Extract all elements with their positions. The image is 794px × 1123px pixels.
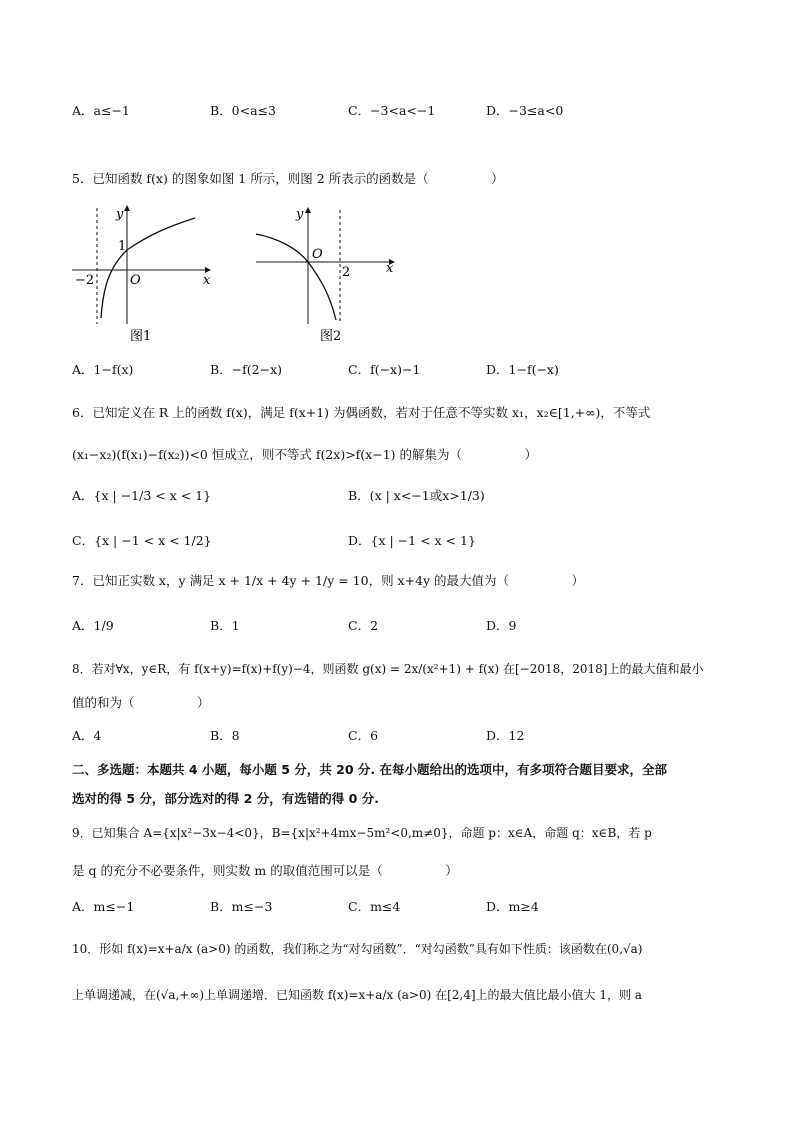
q4-option-b: B．0<a≤3	[210, 103, 276, 118]
q9-option-d: D．m≥4	[486, 899, 539, 914]
q4-option-a: A．a≤−1	[72, 103, 130, 118]
q6-stem-line2: (x₁−x₂)(f(x₁)−f(x₂))<0 恒成立，则不等式 f(2x)>f(x−1) 的解集为（ ）	[72, 447, 538, 462]
q9-stem-line1: 9．已知集合 A={x|x²−3x−4<0}，B={x|x²+4mx−5m²<0,m≠0}，命题 p：x∈A，命题 q：x∈B，若 p	[72, 826, 652, 840]
q5-option-d: D．1−f(−x)	[486, 362, 559, 377]
section2-heading-line2: 选对的得 5 分，部分选对的得 2 分，有选错的得 0 分.	[72, 791, 379, 806]
q8-stem-line1: 8．若对∀x，y∈R，有 f(x+y)=f(x)+f(y)−4，则函数 g(x) = 2x/(x²+1) + f(x) 在[−2018，2018]上的最大值和最小	[72, 662, 704, 676]
q8-stem-line2: 值的和为（ ）	[72, 695, 210, 710]
fig1-caption: 图1	[130, 329, 152, 344]
q6-option-a: A．{x | −1/3 < x < 1}	[72, 488, 212, 503]
q5-option-b: B．−f(2−x)	[210, 362, 283, 377]
q4-option-d: D．−3≤a<0	[486, 103, 564, 118]
fig2-caption: 图2	[320, 329, 342, 344]
q7-option-c: C．2	[348, 618, 379, 633]
fig2-y-label: y	[296, 207, 304, 222]
q9-stem-line2: 是 q 的充分不必要条件，则实数 m 的取值范围可以是（ ）	[72, 863, 458, 878]
q4-option-c: C．−3<a<−1	[348, 103, 436, 118]
q6-stem-line1: 6．已知定义在 R 上的函数 f(x)，满足 f(x+1) 为偶函数，若对于任意不等实数 x₁，x₂∈[1,+∞)，不等式	[72, 405, 651, 420]
q8-option-a: A．4	[72, 728, 102, 743]
q6-option-d: D．{x | −1 < x < 1}	[348, 533, 476, 548]
q8-option-c: C．6	[348, 728, 379, 743]
q6-option-c: C．{x | −1 < x < 1/2}	[72, 533, 212, 548]
fig2-x-label: x	[386, 261, 394, 276]
fig2-origin: O	[312, 247, 323, 262]
q7-option-d: D．9	[486, 618, 517, 633]
q10-stem-line2: 上单调递减，在(√a,+∞)上单调递增．已知函数 f(x)=x+a/x (a>0) 在[2,4]上的最大值比最小值大 1，则 a	[72, 988, 642, 1002]
q9-option-a: A．m≤−1	[72, 899, 135, 914]
q5-figure2	[252, 200, 402, 348]
fig1-origin: O	[130, 273, 141, 288]
q7-option-a: A．1/9	[72, 618, 114, 633]
fig1-asymptote: −2	[75, 273, 95, 288]
q5-figure1	[70, 200, 220, 348]
q9-option-b: B．m≤−3	[210, 899, 273, 914]
q8-option-d: D．12	[486, 728, 525, 743]
fig1-x-label: x	[203, 273, 211, 288]
q10-stem-line1: 10．形如 f(x)=x+a/x (a>0) 的函数，我们称之为“对勾函数”．“对勾函数”具有如下性质：该函数在(0,√a)	[72, 942, 643, 956]
q6-option-b: B．(x | x<−1或x>1/3)	[348, 488, 485, 503]
fig1-intercept: 1	[118, 239, 127, 254]
fig1-y-label: y	[116, 207, 124, 222]
fig2-asymptote: 2	[342, 265, 351, 280]
q8-option-b: B．8	[210, 728, 240, 743]
section2-heading-line1: 二、多选题：本题共 4 小题，每小题 5 分，共 20 分. 在每小题给出的选项中，有多项符合题目要求，全部	[72, 762, 668, 777]
q7-option-b: B．1	[210, 618, 240, 633]
q7-stem: 7．已知正实数 x，y 满足 x + 1/x + 4y + 1/y = 10，则 x+4y 的最大值为（ ）	[72, 573, 585, 588]
q5-option-a: A．1−f(x)	[72, 362, 134, 377]
q9-option-c: C．m≤4	[348, 899, 401, 914]
q5-option-c: C．f(−x)−1	[348, 362, 421, 377]
q5-stem: 5．已知函数 f(x) 的图象如图 1 所示，则图 2 所表示的函数是（ ）	[72, 171, 504, 186]
